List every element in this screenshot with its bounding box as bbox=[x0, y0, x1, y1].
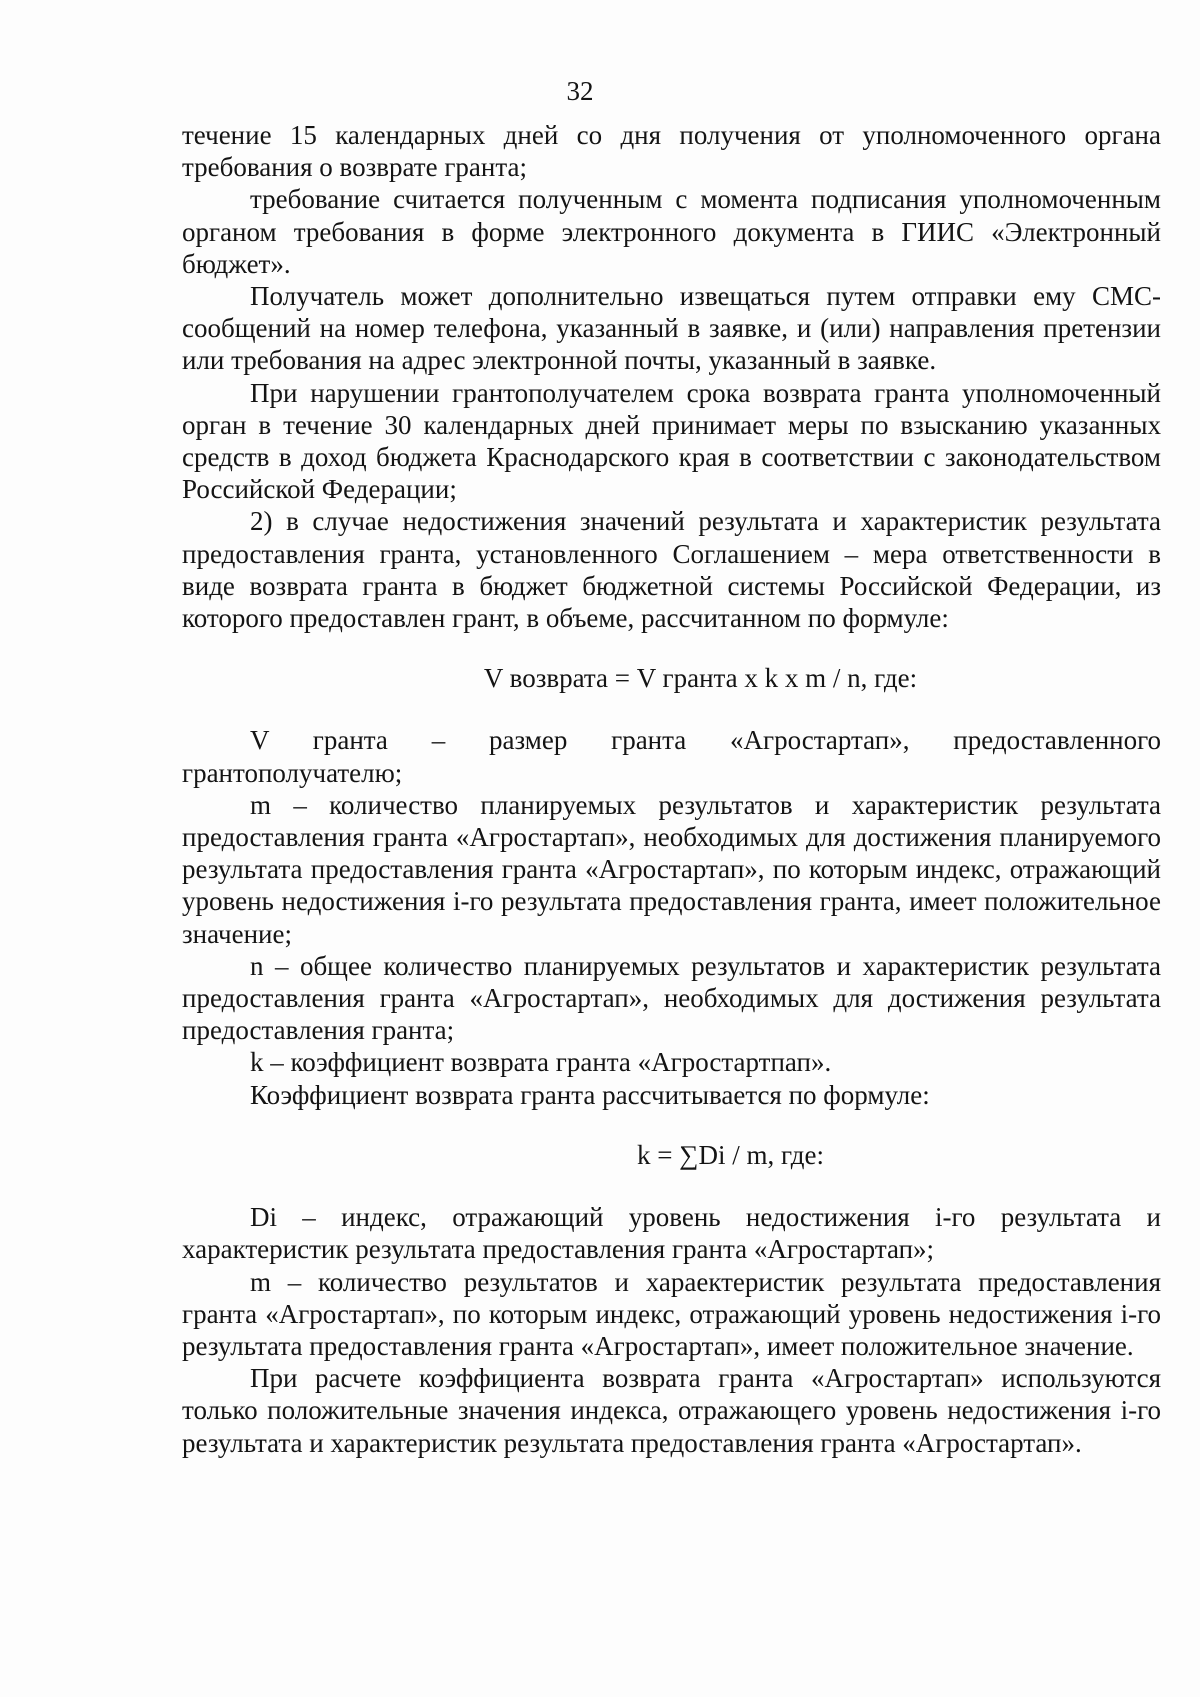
definition-k: k – коэффициент возврата гранта «Агростартпап». bbox=[250, 1047, 832, 1078]
definition-m-second: m – количество результатов и хараектеристик результата предоставления гранта «Агростартап», по которым индекс, отражающий уровень недостижения i-го результата предоставления гранта «Агростартап», имеет положительное значение. bbox=[182, 1266, 1161, 1361]
formula-return-volume: V возврата = V гранта х k х m / n, где: bbox=[483, 663, 918, 694]
formula-coefficient: k = ∑Di / m, где: bbox=[637, 1139, 824, 1170]
paragraph-coefficient-formula-intro: Коэффициент возврата гранта рассчитывается по формуле: bbox=[250, 1079, 930, 1110]
definition-di: Di – индекс, отражающий уровень недостижения i-го результата и характеристик результата предоставления гранта «Агростартап»; bbox=[182, 1202, 1161, 1265]
definition-n: n – общее количество планируемых результатов и характеристик результата предоставления гранта «Агростартап», необходимых для достижения результата предоставления гранта; bbox=[182, 950, 1161, 1046]
definition-v-grant: V гранта – размер гранта «Агростартап», предоставленного грантополучателю; bbox=[182, 725, 1161, 788]
paragraph-item-2: 2) в случае недостижения значений результата и характеристик результата предоставления гранта, установленного Соглашением – мера ответственности в виде возврата гранта в бюджет бюджетной системы Российской Федерации, из которого предоставлен грант, в объеме, рассчитанном по формуле: bbox=[182, 506, 1161, 634]
page-number: 32 bbox=[566, 76, 594, 106]
document-body bbox=[182, 119, 1161, 1459]
paragraph-continuation: течение 15 календарных дней со дня получения от уполномоченного органа требования о возврате гранта; bbox=[182, 120, 1161, 183]
paragraph-sms-notification: Получатель может дополнительно извещаться путем отправки ему СМС-сообщений на номер телефона, указанный в заявке, и (или) направления претензии или требования на адрес электронной почты, указанный в заявке. bbox=[182, 281, 1161, 376]
definition-m: m – количество планируемых результатов и характеристик результата предоставления гранта «Агростартап», необходимых для достижения планируемого результата предоставления гранта «Агростартап», по которым индекс, отражающий уровень недостижения i-го результата предоставления гранта, имеет положительное значение; bbox=[182, 789, 1161, 949]
paragraph-violation-deadline: При нарушении грантополучателем срока возврата гранта уполномоченный орган в течение 30 календарных дней принимает меры по взысканию указанных средств в доход бюджета Краснодарского края в соответствии с законодательством Российской Федерации; bbox=[182, 377, 1161, 505]
paragraph-coefficient-calculation: При расчете коэффициента возврата гранта «Агростартап» используются только положительные значения индекса, отражающего уровень недостижения i-го результата и характеристик результата предоставления гранта «Агростартап». bbox=[182, 1363, 1161, 1458]
paragraph-requirement-received: требование считается полученным с момента подписания уполномоченным органом требования в форме электронного документа в ГИИС «Электронный бюджет». bbox=[182, 184, 1161, 279]
